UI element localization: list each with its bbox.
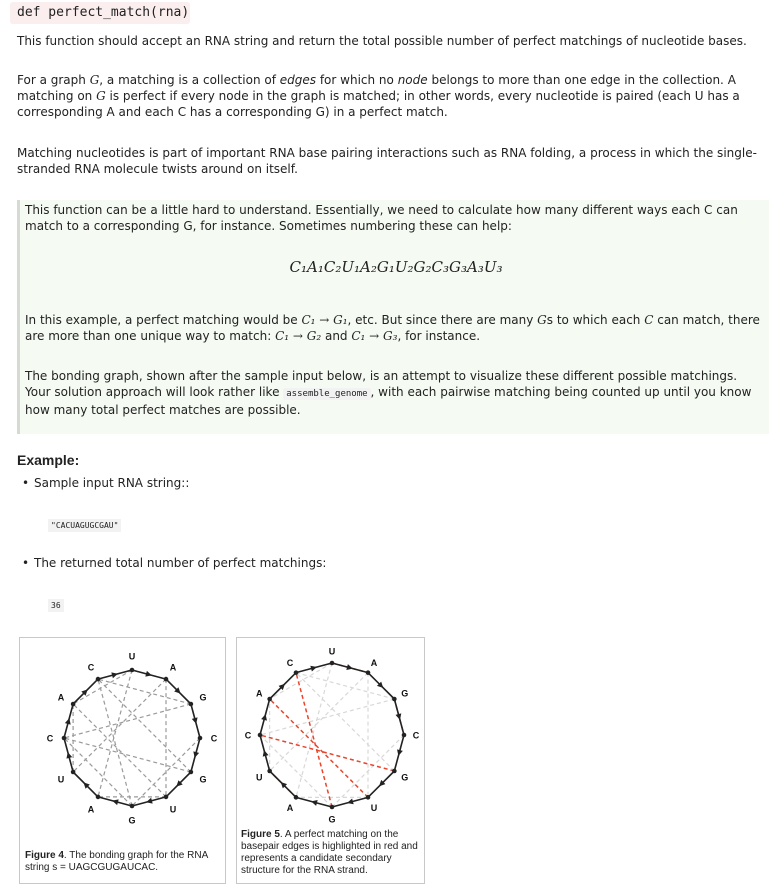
nucleotide-label: G [328, 814, 336, 825]
nucleotide-node [392, 697, 397, 702]
figure-5-caption: Figure 5. A perfect matching on the basepair edges is highlighted in red and represents a candidate secondary structure for the RNA strand. [241, 829, 418, 876]
nucleotide-node [96, 795, 101, 800]
basepair-edge [270, 663, 332, 699]
nucleotide-node [366, 795, 371, 800]
folding-paragraph: Matching nucleotides is part of important RNA base pairing interactions such as RNA folding, a process in which the single-stranded RNA molecule twists around on itself. [17, 146, 757, 176]
nucleotide-label: A [286, 803, 294, 814]
bullet-sample-input: • Sample input RNA string:: [34, 476, 189, 490]
nucleotide-label: G [199, 692, 207, 703]
nucleotide-label: C [87, 662, 95, 673]
nucleotide-label: A [370, 657, 378, 668]
nucleotide-label: A [169, 662, 177, 673]
nucleotide-label: C [210, 733, 218, 744]
nucleotide-node [392, 769, 397, 774]
intro-paragraph: This function should accept an RNA string and return the total possible number of perfect matchings of nucleotide bases. [17, 34, 747, 48]
nucleotide-label: U [256, 772, 263, 783]
hint-paragraph-1: This function can be a little hard to understand. Essentially, we need to calculate how many different ways each C can match to a corresponding G, for instance. Sometimes numbering these can help: [25, 203, 738, 233]
nucleotide-node [164, 677, 169, 682]
nucleotide-node [71, 770, 76, 775]
nucleotide-node [294, 795, 299, 800]
bonding-graph [20, 638, 227, 843]
nucleotide-label: U [328, 646, 336, 657]
hint-paragraph-3: The bonding graph, shown after the sample input below, is an attempt to visualize these different possible matchings. Your solution approach will look rather like assemble_genome , with each pairwise matching being counted up until you know how many total perfect matches are possible. [25, 369, 752, 417]
perfect-matching-graph [237, 638, 426, 828]
nucleotide-node [189, 770, 194, 775]
nucleotide-node [294, 670, 299, 675]
nucleotide-label: C [412, 730, 420, 741]
nucleotide-label: G [128, 815, 136, 826]
nucleotide-label: G [401, 772, 409, 783]
basepair-edge [64, 704, 191, 738]
nucleotide-label: G [199, 774, 207, 785]
nucleotide-label: A [57, 692, 65, 703]
nucleotide-node [71, 702, 76, 707]
nucleotide-label: G [401, 688, 409, 699]
figure-4 [19, 637, 226, 884]
nucleotide-label: C [286, 657, 294, 668]
nucleotide-label: A [87, 804, 95, 815]
nucleotide-node [267, 697, 272, 702]
nucleotide-label: A [256, 688, 263, 699]
nucleotide-label: U [169, 804, 177, 815]
nucleotide-node [258, 733, 263, 738]
example-heading: Example: [17, 452, 80, 468]
nucleotide-node [62, 736, 67, 741]
function-title: def perfect_match(rna) [10, 2, 190, 24]
nucleotide-node [330, 661, 335, 666]
nucleotide-node [267, 769, 272, 774]
hint-box [17, 200, 769, 434]
hint-paragraph-2: In this example, a perfect matching would be C₁ → G₁, etc. But since there are many Gs to which each C can match, there are more than one unique way to match: C₁ → G₂ and C₁ → G₃, for instance. [25, 313, 760, 343]
nucleotide-label: U [57, 774, 65, 785]
basepair-edge [98, 670, 132, 797]
basepair-edge [73, 670, 132, 704]
figure-4-caption: Figure 4. The bonding graph for the RNA string s = UAGCGUGAUCAC. [25, 850, 208, 873]
bullet-returned-total: • The returned total number of perfect matchings: [34, 556, 326, 570]
definition-paragraph: For a graph G, a matching is a collection of edges for which no node belongs to more than one edge in the collection. A matching on G is perfect if every node in the graph is matched; in other words, every nucleotide is paired (each U has a corresponding A and each C has a corresponding G) in a perfect match. [17, 73, 740, 119]
nucleotide-node [96, 677, 101, 682]
nucleotide-node [164, 795, 169, 800]
nucleotide-node [130, 804, 135, 809]
nucleotide-label: U [370, 803, 378, 814]
nucleotide-node [189, 702, 194, 707]
output-value: 36 [48, 599, 64, 612]
nucleotide-node [198, 736, 203, 741]
nucleotide-label: C [244, 730, 252, 741]
nucleotide-label: C [46, 733, 54, 744]
basepair-edge [98, 679, 191, 772]
sample-input-value: "CACUAGUGCGAU" [48, 519, 121, 532]
nucleotide-node [366, 670, 371, 675]
figure-5 [236, 637, 425, 884]
nucleotide-node [130, 668, 135, 673]
nucleotide-node [330, 805, 335, 810]
numbered-sequence: C₁A₁C₂U₁A₂G₁U₂G₂C₃G₃A₃U₃ [289, 258, 503, 276]
nucleotide-label: U [128, 651, 136, 662]
nucleotide-node [402, 733, 407, 738]
basepair-edge [98, 679, 132, 806]
inline-code: assemble_genome [283, 388, 370, 400]
basepair-edge [64, 738, 191, 772]
